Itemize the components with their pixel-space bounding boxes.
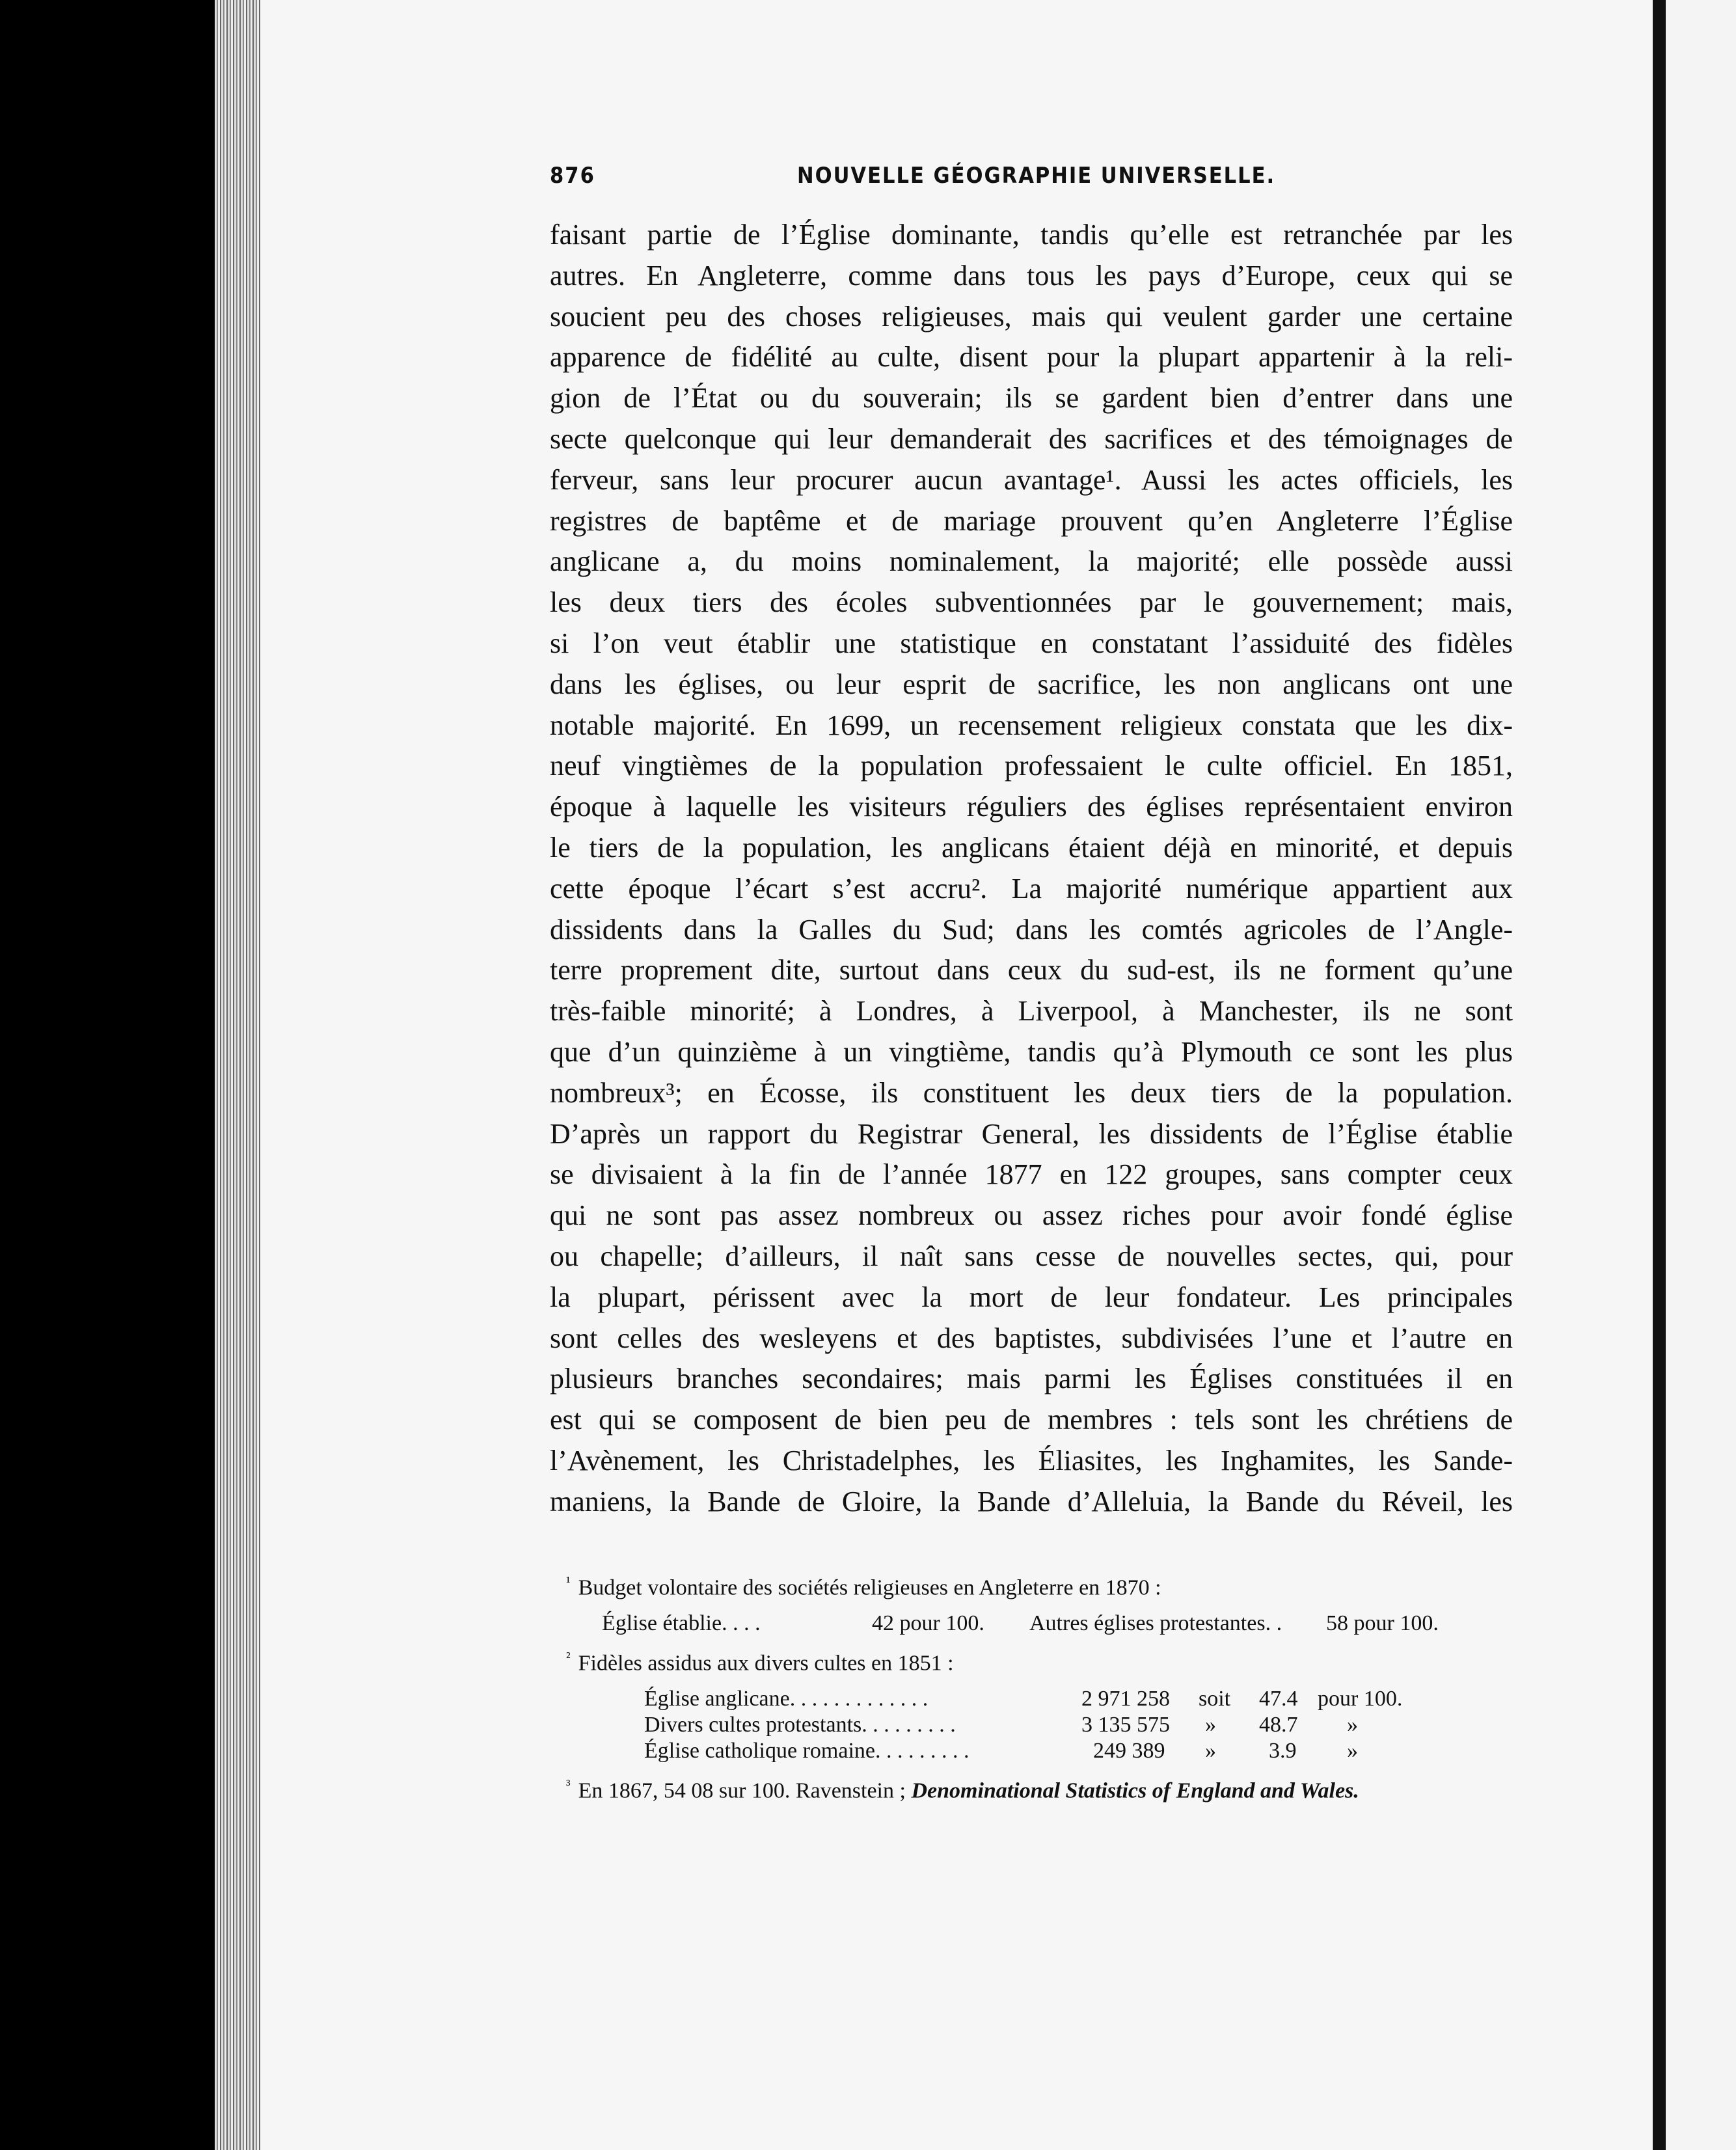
body-text [550,215,1513,1523]
text-line: cette époque l’écart s’est accru². La majorité numérique appartient aux [550,872,1513,905]
stat-row-label: Église catholique romaine. . . . . . . . . [644,1739,970,1763]
text-line: maniens, la Bande de Gloire, la Bande d’Alleluia, la Bande du Réveil, les [550,1485,1513,1517]
text-line: sont celles des wesleyens et des baptistes, subdivisées l’une et l’autre en [550,1322,1513,1354]
text-line: faisant partie de l’Église dominante, tandis qu’elle est retranchée par les [550,219,1513,251]
running-title: NOUVELLE GÉOGRAPHIE UNIVERSELLE. [797,163,1276,189]
book-binding [215,0,260,2150]
stat-row-unit: » [1347,1739,1358,1763]
text-line: registres de baptême et de mariage prouvent qu’en Angleterre l’Église [550,504,1513,537]
footnote-1-b-label: Autres églises protestantes. . [1029,1611,1282,1635]
footnote-1-a-value: 42 pour 100. [872,1611,984,1635]
text-line: si l’on veut établir une statistique en constatant l’assiduité des fidèles [550,627,1513,659]
next-page-strip [1666,0,1736,2150]
footnote-3-text: En 1867, 54 08 sur 100. Ravenstein ; [578,1778,906,1803]
text-line: le tiers de la population, les anglicans étaient déjà en minorité, et depuis [550,831,1513,864]
footnote-2-text: Fidèles assidus aux divers cultes en 1851 : [578,1651,954,1676]
footnote-1-b-value: 58 pour 100. [1326,1611,1439,1635]
footnote-1-title [566,1573,1161,1600]
page-number: 876 [550,163,595,189]
running-header [550,163,1480,202]
text-line: qui ne sont pas assez nombreux ou assez riches pour avoir fondé église [550,1199,1513,1232]
text-line: ferveur, sans leur procurer aucun avantage¹. Aussi les actes officiels, les [550,463,1513,496]
text-line: autres. En Angleterre, comme dans tous les pays d’Europe, ceux qui se [550,259,1513,292]
stat-row-label: Divers cultes protestants. . . . . . . . . [644,1713,956,1737]
page-edge [1653,0,1666,2150]
text-line: nombreux³; en Écosse, ils constituent les deux tiers de la population. [550,1076,1513,1109]
text-line: la plupart, périssent avec la mort de leur fondateur. Les principales [550,1281,1513,1313]
text-line: les deux tiers des écoles subventionnées par le gouvernement; mais, [550,586,1513,619]
stat-row-sep: » [1205,1739,1216,1763]
stat-row-count: 3 135 575 [1081,1713,1170,1737]
text-line: neuf vingtièmes de la population professaient le culte officiel. En 1851, [550,750,1513,782]
footnote-1-text: Budget volontaire des sociétés religieuses en Angleterre en 1870 : [578,1575,1161,1600]
text-line: que d’un quinzième à un vingtième, tandis qu’à Plymouth ce sont les plus [550,1035,1513,1068]
stat-row-sep: soit [1199,1687,1231,1711]
text-line: époque à laquelle les visiteurs réguliers des églises représentaient environ [550,791,1513,823]
stat-row-count: 249 389 [1093,1739,1165,1763]
stat-row-pct: 47.4 [1259,1687,1298,1711]
stat-row-pct: 48.7 [1259,1713,1298,1737]
text-line: l’Avènement, les Christadelphes, les Éliasites, les Inghamites, les Sande- [550,1444,1513,1476]
footnote-2-title [566,1649,954,1676]
text-line: apparence de fidélité au culte, disent pour la plupart appartenir à la reli- [550,341,1513,374]
text-line: dissidents dans la Galles du Sud; dans les comtés agricoles de l’Angle- [550,913,1513,946]
text-line: est qui se composent de bien peu de membres : tels sont les chrétiens de [550,1404,1513,1436]
footnote-1-a-label: Église établie. . . . [602,1611,761,1635]
footnote-2-index: ² [566,1649,571,1665]
text-line: soucient peu des choses religieuses, mais qui veulent garder une certaine [550,300,1513,333]
footnote-3-index: ³ [566,1776,571,1793]
text-line: notable majorité. En 1699, un recensement religieux constata que les dix- [550,709,1513,741]
text-line: gion de l’État ou du souverain; ils se gardent bien d’entrer dans une [550,382,1513,415]
stat-row-sep: » [1205,1713,1216,1737]
footnote-1-index: ¹ [566,1573,571,1590]
text-line: secte quelconque qui leur demanderait des sacrifices et des témoignages de [550,422,1513,455]
text-line: plusieurs branches secondaires; mais parmi les Églises constituées il en [550,1363,1513,1395]
text-line: dans les églises, ou leur esprit de sacrifice, les non anglicans ont une [550,668,1513,700]
text-line: D’après un rapport du Registrar General, les dissidents de l’Église établie [550,1117,1513,1150]
text-line: terre proprement dite, surtout dans ceux du sud-est, ils ne forment qu’une [550,954,1513,987]
text-line: se divisaient à la fin de l’année 1877 en 122 groupes, sans compter ceux [550,1158,1513,1191]
stat-row-count: 2 971 258 [1081,1687,1170,1711]
text-line: ou chapelle; d’ailleurs, il naît sans cesse de nouvelles sectes, qui, pour [550,1240,1513,1272]
stat-row-unit: » [1347,1713,1358,1737]
stat-row-label: Église anglicane. . . . . . . . . . . . . [644,1687,929,1711]
footnote-3 [566,1776,1359,1803]
footnote-3-reference: Denominational Statistics of England and Wales. [911,1778,1359,1803]
stat-row-pct: 3.9 [1269,1739,1297,1763]
text-line: très-faible minorité; à Londres, à Liverpool, à Manchester, ils ne sont [550,995,1513,1027]
text-line: anglicane a, du moins nominalement, la majorité; elle possède aussi [550,545,1513,578]
stat-row-unit: pour 100. [1318,1687,1403,1711]
